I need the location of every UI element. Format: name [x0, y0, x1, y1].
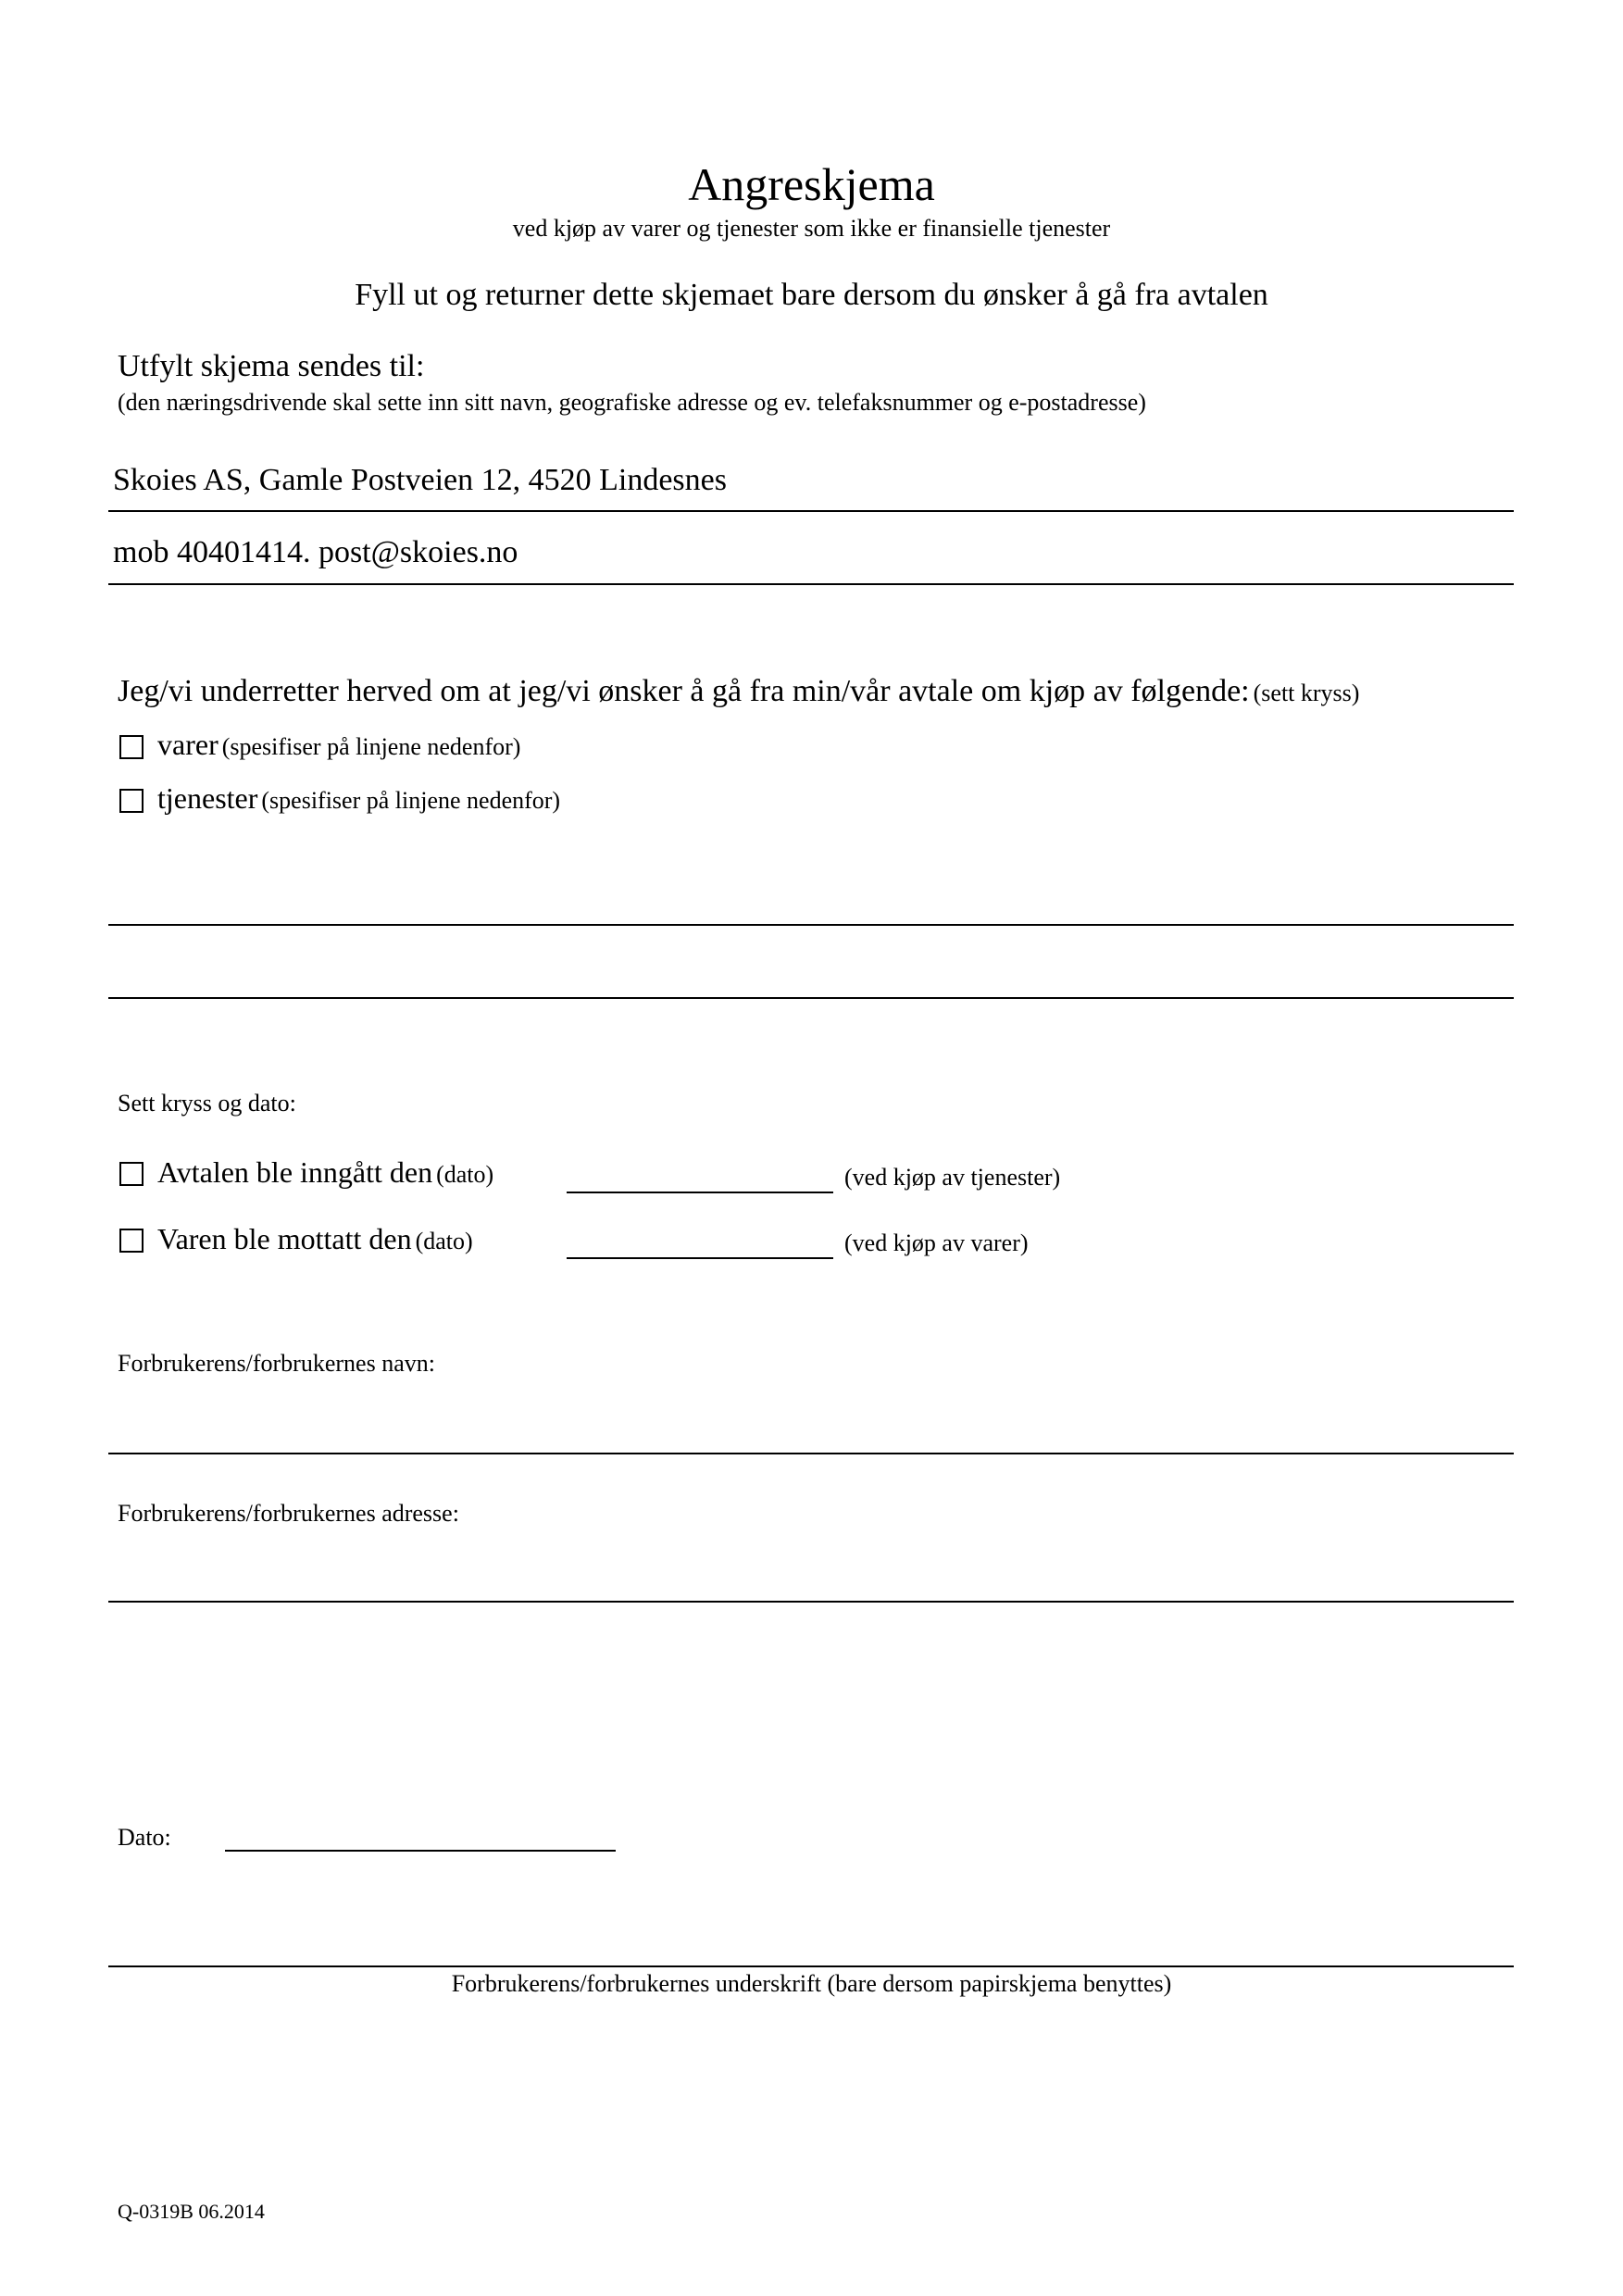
consumer-name-line[interactable] [108, 1453, 1514, 1454]
option-goods [157, 728, 520, 762]
option-agreement-date-sub: (dato) [436, 1161, 494, 1188]
checkbox-agreement-date[interactable] [119, 1162, 144, 1186]
option-received-date [157, 1222, 473, 1256]
withdrawal-statement-hint: (sett kryss) [1253, 680, 1360, 706]
received-date-note: (ved kjøp av varer) [844, 1229, 1029, 1256]
checkbox-received-date[interactable] [119, 1229, 144, 1253]
option-services-note: (spesifiser på linjene nedenfor) [261, 787, 561, 814]
option-services [157, 781, 560, 816]
date-field-line[interactable] [225, 1850, 616, 1852]
option-agreement-date-label: Avtalen ble inngått den [157, 1155, 433, 1189]
consumer-name-label: Forbrukerens/forbrukernes navn: [118, 1350, 435, 1377]
form-title: Angreskjema [688, 158, 935, 210]
withdrawal-statement [118, 674, 1359, 709]
specification-line-1[interactable] [108, 924, 1514, 926]
option-services-label: tjenester [157, 781, 258, 815]
agreement-date-note: (ved kjøp av tjenester) [844, 1164, 1061, 1191]
form-instruction: Fyll ut og returner dette skjemaet bare dersom du ønsker å gå fra avtalen [355, 278, 1268, 312]
agreement-date-field[interactable] [567, 1192, 833, 1193]
recipient-line-2: mob 40401414. post@skoies.no [113, 535, 518, 569]
option-received-date-label: Varen ble mottatt den [157, 1222, 412, 1255]
consumer-address-line[interactable] [108, 1601, 1514, 1603]
checkbox-services[interactable] [119, 789, 144, 813]
recipient-line-2-rule [108, 583, 1514, 585]
option-agreement-date [157, 1155, 493, 1190]
dates-heading: Sett kryss og dato: [118, 1090, 296, 1117]
recipient-line-1-rule [108, 510, 1514, 512]
form-subtitle: ved kjøp av varer og tjenester som ikke er finansielle tjenester [512, 215, 1111, 242]
option-received-date-sub: (dato) [415, 1228, 473, 1254]
specification-line-2[interactable] [108, 997, 1514, 999]
date-label: Dato: [118, 1824, 171, 1851]
withdrawal-statement-text: Jeg/vi underretter herved om at jeg/vi ønsker å gå fra min/vår avtale om kjøp av følgende: [118, 674, 1250, 708]
received-date-field[interactable] [567, 1257, 833, 1259]
signature-label: Forbrukerens/forbrukernes underskrift (bare dersom papirskjema benyttes) [451, 1970, 1172, 1997]
option-goods-label: varer [157, 728, 218, 761]
recipient-note: (den næringsdrivende skal sette inn sitt navn, geografiske adresse og ev. telefaksnummer og e-postadresse) [118, 389, 1146, 416]
option-goods-note: (spesifiser på linjene nedenfor) [221, 733, 521, 760]
consumer-address-label: Forbrukerens/forbrukernes adresse: [118, 1500, 459, 1527]
checkbox-goods[interactable] [119, 735, 144, 759]
form-code: Q-0319B 06.2014 [118, 2200, 265, 2223]
recipient-heading: Utfylt skjema sendes til: [118, 349, 425, 383]
signature-line[interactable] [108, 1965, 1514, 1967]
recipient-line-1: Skoies AS, Gamle Postveien 12, 4520 Lindesnes [113, 463, 727, 497]
